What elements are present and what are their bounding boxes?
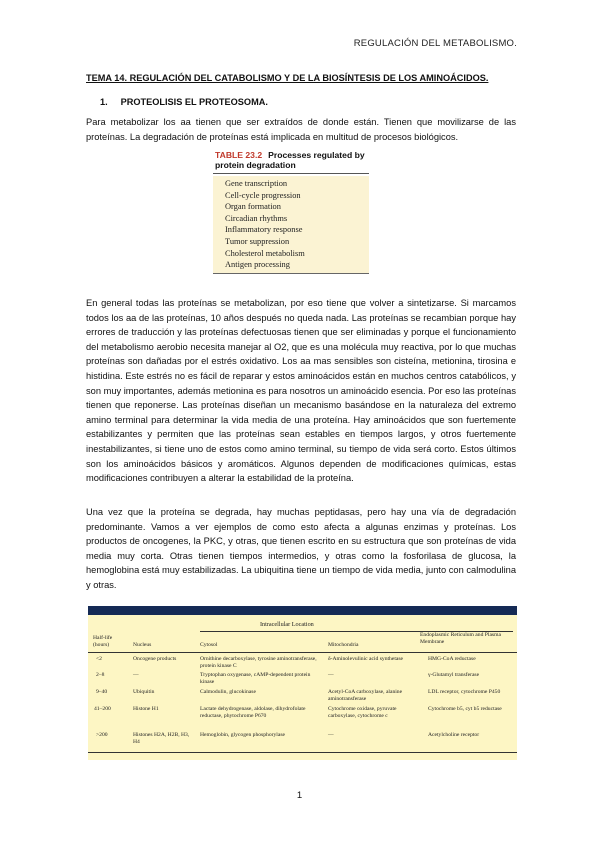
cell-cytosol: Tryptophan oxygenase, cAMP-dependent protein kinase — [200, 672, 311, 685]
cell-er: γ-Glutamyl transferase — [428, 672, 480, 678]
table-protein-half-life — [88, 606, 517, 760]
section-label: PROTEOLISIS EL PROTEOSOMA. — [120, 97, 268, 107]
cell-er: Acetylcholine receptor — [428, 732, 480, 738]
cell-nucleus: Oncogene products — [133, 656, 177, 662]
cell-cytosol: Ornithine decarboxylase, tyrosine aminotransferase, protein kinase C — [200, 656, 317, 669]
cell-nucleus: — — [133, 672, 139, 678]
cell-cytosol: Hemoglobin, glycogen phosphorylase — [200, 732, 285, 738]
table-item: Tumor suppression — [225, 236, 290, 246]
header-halflife: Half-life (hours) — [93, 635, 113, 648]
cell-nucleus: Ubiquitin — [133, 689, 155, 695]
cell-halflife: 41–200 — [94, 706, 111, 712]
header-nucleus: Nucleus — [133, 642, 152, 648]
table-item: Antigen processing — [225, 260, 290, 270]
cell-nucleus: Histone H1 — [133, 706, 159, 712]
paragraph-turnover: En general todas las proteínas se metabolizan, por eso tiene que volver a sintetizarse. Si marcamos todos los aa de las proteínas, 10 años después no queda nada. Las proteínas se recambian porque hay errores de traducción y las proteínas defectuosas tienen que ser eliminadas y porque el funcionamiento del metabolismo aerobio necesita manejar al O2, que es una molécula muy reactiva, por lo que muchas proteínas son dañadas por el estrés oxidativo. Los aa mas sensibles son cisteína, metionina, tirosina e histidina. Este estrés no es fácil de reparar y estos aminoácidos están en muchos centros catabólicos, y son muy importantes, además metionina es para nosotros un aminoácido esencia. Por eso las proteínas tienen que reponerse. Las proteínas diseñan un mecanismo basándose en la naturaleza del extremo amino terminal para determinar la vida media de una proteína. Hay aminoácidos que son fuertemente estabilizantes y permiten que las proteínas sean estables en tiempos largos, y otros fuertemente inestabilizantes, si tiene uno de estos como amino terminal, su tiempo de vida será corto. Estos últimos son los aminoácidos básicos y aromáticos. Algunos dependen de modificaciones químicas, estas modificaciones contribuyen a alterar la estabilidad de la proteína. — [86, 298, 516, 484]
table-caption — [213, 150, 369, 160]
table-divider — [213, 173, 369, 174]
paragraph-degradation: Una vez que la proteína se degrada, hay muchas peptidasas, pero hay una vía de degradación predominante. Vamos a ver ejemplos de como esto afecta a algunas enzimas y proteínas. Los productos de oncogenes, la PKC, y otras, que tienen escrito en su estructura que son proteínas de vida media muy corta. Otras tienen tiempos intermedios, y otras como la fosforilasa de glucosa, la hemoglobina está muy estabilizadas. La ubiquitina tiene un tiempo de vida media, junto con calmodulina y otras. — [86, 507, 516, 590]
table-item: Cell-cycle progression — [225, 190, 301, 200]
cell-er: HMG-CoA reductase — [428, 656, 476, 662]
cell-mitochondria: δ-Aminolevulinic acid synthetase — [328, 656, 404, 662]
table-item: Circadian rhythms — [225, 213, 288, 223]
table-item: Inflammatory response — [225, 225, 303, 235]
section-heading — [100, 97, 268, 107]
cell-mitochondria: Cytochrome oxidase, pyruvate carboxylase, cytochrome c — [328, 706, 397, 719]
table-processes-protein-degradation — [213, 150, 369, 290]
cell-er: LDL receptor, cytochrome P450 — [428, 689, 501, 695]
running-header: REGULACIÓN DEL METABOLISMO. — [353, 38, 517, 49]
cell-halflife: 2–8 — [96, 672, 105, 678]
section-number: 1. — [100, 97, 108, 107]
cell-halflife: >200 — [96, 732, 108, 738]
cell-er: Cytochrome b5, cyt b5 reductase — [428, 706, 502, 712]
cell-mitochondria: — — [328, 672, 334, 678]
header-cytosol: Cytosol — [200, 642, 218, 648]
table-body — [213, 176, 369, 274]
table-top-bar — [88, 606, 517, 615]
table-caption-line2: protein degradation — [215, 160, 296, 170]
cell-nucleus: Histones H2A, H2B, H3, H4 — [133, 732, 190, 745]
paragraph-intro: Para metabolizar los aa tienen que ser extraídos de donde están. Tienen que movilizarse de las proteínas. La degradación de proteínas está implicada en multitud de procesos biológicos. — [86, 117, 516, 142]
cell-cytosol: Calmodulin, glucokinase — [200, 689, 256, 695]
cell-mitochondria: — — [328, 732, 334, 738]
cell-cytosol: Lactate dehydrogenase, aldolase, dihydrofolate reductase, phytochrome P670 — [200, 706, 306, 719]
table-caption-line1: Processes regulated by — [268, 150, 365, 160]
cell-halflife: <2 — [96, 656, 102, 662]
page-number: 1 — [296, 790, 303, 801]
header-mitochondria: Mitochondria — [328, 642, 359, 648]
cell-halflife: 9–40 — [96, 689, 108, 695]
chapter-title: TEMA 14. REGULACIÓN DEL CATABOLISMO Y DE LA BIOSÍNTESIS DE LOS AMINOÁCIDOS. — [86, 73, 489, 83]
table-label: TABLE 23.2 — [215, 150, 263, 160]
table-item: Organ formation — [225, 202, 281, 212]
header-er-membrane: Endoplasmic Reticulum and Plasma Membrane — [420, 632, 501, 645]
table-item: Cholesterol metabolism — [225, 248, 305, 258]
group-header: Intracellular Location — [260, 621, 314, 628]
table-item: Gene transcription — [225, 179, 288, 188]
cell-mitochondria: Acetyl-CoA carboxylase, alanine aminotransferase — [328, 689, 403, 702]
